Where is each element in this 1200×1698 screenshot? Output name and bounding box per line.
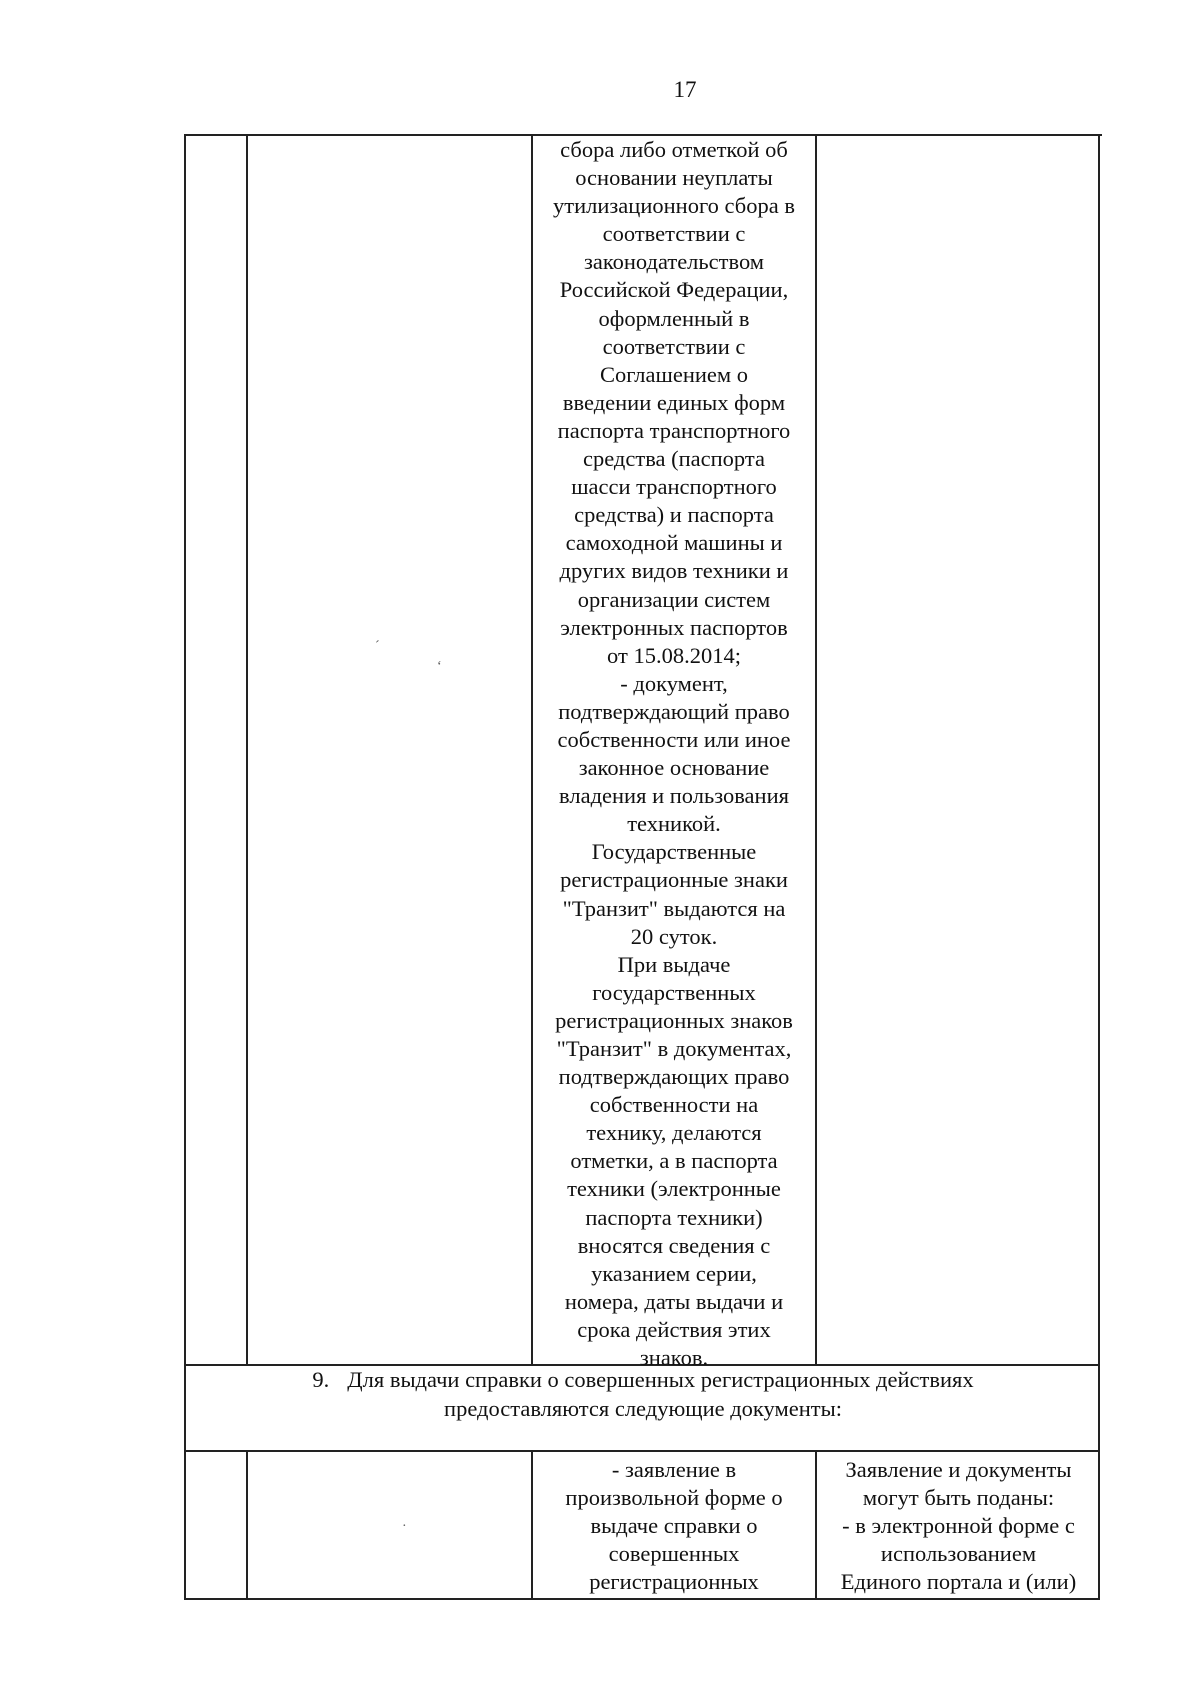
text-line: отметки, а в паспорта	[570, 1148, 778, 1174]
scan-speck: ´	[375, 639, 380, 654]
text-line: государственных	[592, 979, 756, 1005]
text-line: могут быть поданы:	[862, 1485, 1055, 1511]
text-line: срока действия этих	[577, 1316, 771, 1342]
text-line: регистрационных знаков	[555, 1007, 793, 1033]
text-line: подтверждающий право	[558, 698, 790, 724]
text-line: основании неуплаты	[575, 165, 773, 191]
scan-speck: ·	[402, 1519, 407, 1534]
text-line: других видов техники и	[559, 558, 789, 584]
text-line: паспорта техники)	[585, 1204, 763, 1230]
text-line: Российской Федерации,	[559, 277, 789, 303]
section-number: 9.	[312, 1367, 330, 1392]
text-line: выдаче справки о	[590, 1513, 758, 1539]
text-line: паспорта транспортного	[557, 417, 791, 443]
text-line: собственности на	[589, 1092, 759, 1118]
text-line: оформленный в	[598, 305, 750, 331]
page-number: 17	[673, 77, 697, 102]
text-line: электронных паспортов	[560, 614, 788, 640]
text-line: регистрационных	[589, 1569, 759, 1595]
text-line: от 15.08.2014;	[607, 642, 741, 668]
text-line: использованием	[880, 1541, 1037, 1567]
text-line: Государственные	[591, 839, 757, 865]
text-line: При выдаче	[617, 951, 731, 977]
text-line: подтверждающих право	[558, 1064, 790, 1090]
text-line: вносятся сведения с	[577, 1232, 771, 1258]
section-9-heading-line-1	[186, 1366, 1100, 1395]
column-divider-1-lower	[246, 1450, 248, 1600]
text-line: технику, делаются	[586, 1120, 762, 1146]
text-line: техники (электронные	[567, 1176, 781, 1202]
text-line: 20 суток.	[630, 923, 718, 949]
text-line: Соглашением о	[599, 361, 749, 387]
documents-description-cell	[533, 136, 815, 1372]
text-line: законное основание	[578, 755, 770, 781]
text-line: - в электронной форме с	[842, 1513, 1075, 1539]
text-line: владения и пользования	[559, 783, 789, 809]
text-line: совершенных	[608, 1541, 740, 1567]
text-line: "Транзит" в документах,	[556, 1036, 792, 1061]
text-line: техникой.	[627, 811, 721, 837]
text-line: сбора либо отметкой об	[560, 137, 788, 162]
required-documents-cell	[533, 1456, 815, 1596]
section-9-heading	[186, 1366, 1100, 1423]
text-line: средства) и паспорта	[574, 502, 774, 528]
submission-method-cell	[817, 1456, 1100, 1596]
text-line: - документ,	[620, 670, 728, 696]
text-line: указанием серии,	[591, 1260, 757, 1286]
text-line: законодательством	[583, 249, 765, 275]
section-9-heading-line-2: предоставляются следующие документы:	[444, 1395, 842, 1421]
text-line: знаков.	[639, 1345, 709, 1371]
text-line: утилизационного сбора в	[553, 193, 795, 219]
text-line: произвольной форме о	[565, 1485, 783, 1511]
text-line: - заявление в	[611, 1457, 737, 1482]
text-line: номера, даты выдачи и	[564, 1288, 784, 1314]
text-line: регистрационные знаки	[560, 867, 788, 893]
text-line: введении единых форм	[562, 389, 786, 415]
row-divider-section-9-bottom	[184, 1450, 1100, 1452]
text-line: Заявление и документы	[845, 1457, 1072, 1482]
text-line: средства (паспорта	[583, 446, 765, 472]
text-line: шасси транспортного	[571, 474, 777, 500]
section-heading-text: Для выдачи справки о совершенных регистрационных действиях	[347, 1367, 974, 1392]
text-line: собственности или иное	[557, 726, 791, 752]
scan-speck: ‘	[437, 659, 442, 674]
text-line: "Транзит" выдаются на	[562, 895, 786, 921]
column-divider-3	[815, 134, 817, 1364]
text-line: Единого портала и (или)	[840, 1569, 1077, 1595]
text-line: самоходной машины и	[565, 530, 783, 556]
text-line: организации систем	[577, 586, 771, 612]
text-line: соответствии с	[602, 221, 746, 247]
text-line: соответствии с	[602, 333, 746, 359]
table-bottom-border	[184, 1598, 1100, 1600]
column-divider-1	[246, 134, 248, 1364]
